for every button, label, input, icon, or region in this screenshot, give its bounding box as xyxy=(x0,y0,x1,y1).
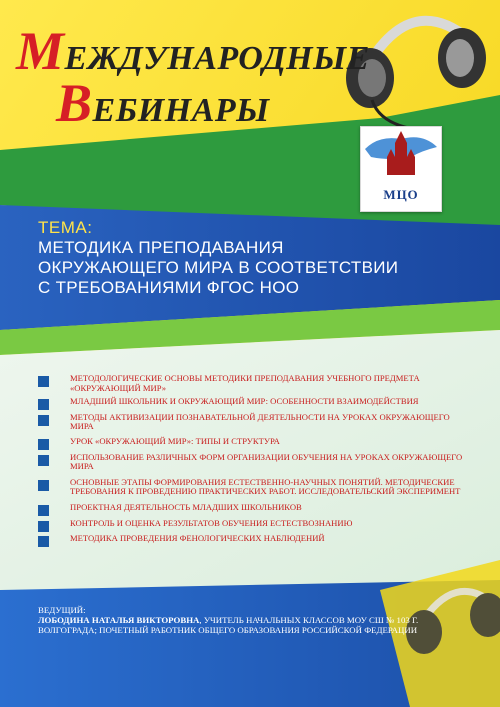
theme-line: С ТРЕБОВАНИЯМИ ФГОС НОО xyxy=(38,278,300,297)
theme-label: ТЕМА: xyxy=(38,218,93,237)
topic-text: ОСНОВНЫЕ ЭТАПЫ ФОРМИРОВАНИЯ ЕСТЕСТВЕННО-НАУЧНЫХ ПОНЯТИЙ. МЕТОДИЧЕСКИЕ ТРЕБОВАНИЯ К ПРОВЕДЕНИЮ ПРАКТИЧЕСКИХ РАБОТ. ИССЛЕДОВАТЕЛЬСКИЙ ЭКСПЕРИМЕНТ xyxy=(70,476,461,497)
presenter-info xyxy=(38,605,476,635)
theme-title xyxy=(38,238,488,298)
title-line-2 xyxy=(56,72,270,134)
square-bullet-icon xyxy=(38,521,49,532)
theme-line: МЕТОДИКА ПРЕПОДАВАНИЯ xyxy=(38,238,284,257)
square-bullet-icon xyxy=(38,505,49,516)
topic-text: МЛАДШИЙ ШКОЛЬНИК И ОКРУЖАЮЩИЙ МИР: ОСОБЕННОСТИ ВЗАИМОДЕЙСТВИЯ xyxy=(70,396,419,407)
topic-item xyxy=(38,437,468,447)
title-rest-2: ЕБИНАРЫ xyxy=(92,92,270,129)
topic-text: КОНТРОЛЬ И ОЦЕНКА РЕЗУЛЬТАТОВ ОБУЧЕНИЯ ЕСТЕСТВОЗНАНИЮ xyxy=(70,517,353,528)
title-initial-1: М xyxy=(16,21,65,81)
topic-item xyxy=(38,413,468,432)
topic-item xyxy=(38,478,468,497)
topic-text: ПРОЕКТНАЯ ДЕЯТЕЛЬНОСТЬ МЛАДШИХ ШКОЛЬНИКОВ xyxy=(70,501,302,512)
title-rest-1: ЕЖДУНАРОДНЫЕ xyxy=(64,40,370,77)
topic-item xyxy=(38,534,468,544)
square-bullet-icon xyxy=(38,536,49,547)
topic-item xyxy=(38,397,468,407)
topic-text: УРОК «ОКРУЖАЮЩИЙ МИР»: ТИПЫ И СТРУКТУРА xyxy=(70,435,280,446)
mco-logo xyxy=(360,126,442,212)
topic-text: МЕТОДОЛОГИЧЕСКИЕ ОСНОВЫ МЕТОДИКИ ПРЕПОДАВАНИЯ УЧЕБНОГО ПРЕДМЕТА «ОКРУЖАЮЩИЙ МИР» xyxy=(70,373,420,393)
topics-list xyxy=(38,374,468,544)
topic-text: МЕТОДЫ АКТИВИЗАЦИИ ПОЗНАВАТЕЛЬНОЙ ДЕЯТЕЛЬНОСТИ НА УРОКАХ ОКРУЖАЮЩЕГО МИРА xyxy=(70,411,450,432)
topic-text: ИСПОЛЬЗОВАНИЕ РАЗЛИЧНЫХ ФОРМ ОРГАНИЗАЦИИ ОБУЧЕНИЯ НА УРОКАХ ОКРУЖАЮЩЕГО МИРА xyxy=(70,451,463,472)
square-bullet-icon xyxy=(38,455,49,466)
square-bullet-icon xyxy=(38,399,49,410)
presenter-label: ВЕДУЩИЙ: xyxy=(38,605,86,615)
presenter-details: , УЧИТЕЛЬ НАЧАЛЬНЫХ КЛАССОВ МОУ СШ № 103 Г. ВОЛГОГРАДА; ПОЧЕТНЫЙ РАБОТНИК ОБЩЕГО ОБРАЗОВАНИЯ РОССИЙСКОЙ ФЕДЕРАЦИИ xyxy=(38,615,419,635)
square-bullet-icon xyxy=(38,480,49,491)
topic-text: МЕТОДИКА ПРОВЕДЕНИЯ ФЕНОЛОГИЧЕСКИХ НАБЛЮДЕНИЙ xyxy=(70,533,325,544)
square-bullet-icon xyxy=(38,415,49,426)
presenter-name: ЛОБОДИНА НАТАЛЬЯ ВИКТОРОВНА xyxy=(38,615,200,625)
logo-text: МЦО xyxy=(383,187,419,202)
theme-line: ОКРУЖАЮЩЕГО МИРА В СООТВЕТСТВИИ xyxy=(38,258,399,277)
topic-item xyxy=(38,503,468,513)
kremlin-globe-icon xyxy=(361,127,441,187)
topic-item xyxy=(38,453,468,472)
square-bullet-icon xyxy=(38,439,49,450)
topic-item xyxy=(38,374,468,393)
square-bullet-icon xyxy=(38,376,49,387)
topic-item xyxy=(38,519,468,529)
title-initial-2: В xyxy=(56,73,93,133)
